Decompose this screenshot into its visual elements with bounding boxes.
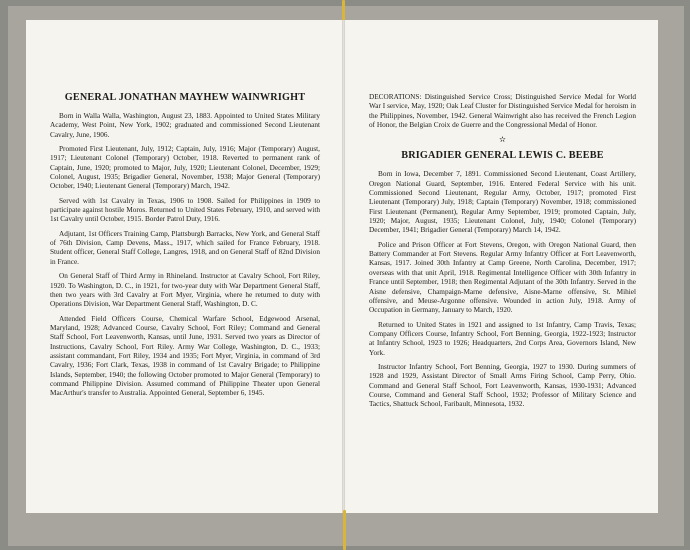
right-column [369,93,636,415]
wainwright-paragraph-5: On General Staff of Third Army in Rhineland. Instructor at Cavalry School, Fort Riley, 1920. To Washington, D. C., in 1921, for two-year duty with War Department General Staff, then two years with 3rd Cavalry at Fort Myer, Virginia, where he returned to duty with Operations Division, War Department General Staff, Washington, D. C. [50,272,320,309]
star-separator-icon: ✫ [499,135,506,145]
left-column [50,92,320,404]
bookmark-ribbon-bottom [343,510,346,550]
right-page [345,20,658,513]
wainwright-paragraph-6: Attended Field Officers Course, Chemical Warfare School, Edgewood Arsenal, Maryland, 1928; Advanced Course, Cavalry School, Fort Riley; Command and General Staff School, Fort Leavenworth, Kansas, until June, 1931. Served two years as Director of Instructions, Cavalry School, Fort Riley. Army War College, Washington, D. C., 1933; assistant commandant, Fort Riley, 1934 and 1935; Fort Myer, Virginia, in command of 3rd Cavalry, 1936; Fort Clark, Texas, 1938 in command of 1st Cavalry Brigade; to Philippine Islands, September, 1940; the following October promoted to Major General (Temporary) to command Philippine Division. Assumed command of Philippine Theater upon General MacArthur's transfer to Australia. Appointed General, September 6, 1945. [50,314,320,398]
beebe-paragraph-2: Police and Prison Officer at Fort Stevens, Oregon, with Oregon National Guard, then Battery Commander at Fort Stevens. Regular Army Infantry Officer at Fort Leavenworth, Kansas, 1917. Joined 30th Infantry at Camp Greene, North Carolina, December, 1917; overseas with that unit April, 1918. Regimental Intelligence Officer with 30th Infantry in France until September, 1918; then Regimental Adjutant of the 30th Infantry. Served in the Aisne defensive, Champaign-Marne defensive, Aisne-Marne offensive, St. Mihiel offensive, and Meuse-Argonne offensive. Wounded in action July, 1918. Army of Occupation in Germany, January to March, 1920. [369,240,636,315]
wainwright-heading: GENERAL JONATHAN MAYHEW WAINWRIGHT [64,92,306,103]
wainwright-paragraph-4: Adjutant, 1st Officers Training Camp, Plattsburgh Barracks, New York, and General Staff of 76th Division, Camp Devens, Mass., 1917, which sailed for France February, 1918. Student officer, General Staff College, Langres, 1918, and on General Staff of 82nd Division in France. [50,229,320,266]
left-page [26,20,342,513]
beebe-paragraph-3: Returned to United States in 1921 and assigned to 1st Infantry, Camp Travis, Texas; Company Officers Course, Infantry School, Fort Benning, Georgia, 1922-1923; Instructor at Infantry School, 1923 to 1926; Headquarters, 2nd Corps Area, Governors Island, New York. [369,320,636,357]
decorations-paragraph: DECORATIONS: Distinguished Service Cross; Distinguished Service Medal for World War I service, May, 1920; Oak Leaf Cluster for Distinguished Service Medal for heroism in the Philippines, November, 1942. General Wainwright also has received the French Legion of Honor, the Belgian Croix de Guerre and the Congressional Medal of Honor. [369,93,636,130]
beebe-paragraph-1: Born in Iowa, December 7, 1891. Commissioned Second Lieutenant, Coast Artillery, Oregon National Guard, September, 1916. Entered Federal Service with his unit. Commissioned Second Lieutenant, Regular Army, October, 1917; promoted First Lieutenant (Temporary) July, 1918; Captain (Temporary) November, 1918; commissioned First Lieutenant (Permanent), Regular Army September, 1919; promoted Captain, July, 1920; Major, August, 1935; Lieutenant Colonel, July, 1940; Colonel (Temporary) December, 1941; Brigadier General (Temporary) March 14, 1942. [369,170,636,235]
beebe-paragraph-4: Instructor Infantry School, Fort Benning, Georgia, 1927 to 1930. During summers of 1928 and 1929, Assistant Director of Small Arms Firing School, Camp Perry, Ohio. Command and General Staff School, Fort Leavenworth, Kansas, 1930-1931; Advanced Course, Command and General Staff School, 1932; Professor of Military Science and Tactics, Shattuck School, Faribault, Minnesota, 1932. [369,362,636,409]
wainwright-paragraph-2: Promoted First Lieutenant, July, 1912; Captain, July, 1916; Major (Temporary) August, 1917; Lieutenant Colonel (Temporary) October, 1918. Reverted to permanent rank of Captain, June, 1920; promoted to Major, July, 1920; Lieutenant Colonel, December, 1929; Colonel, August, 1935; Brigadier General, November, 1938; Major General (Temporary) October, 1940; Lieutenant General (Temporary) March, 1942. [50,145,320,191]
wainwright-paragraph-1: Born in Walla Walla, Washington, August 23, 1883. Appointed to United States Military Academy, West Point, New York, 1902; graduated and commissioned Second Lieutenant Cavalry, June, 1906. [50,112,320,139]
wainwright-paragraph-3: Served with 1st Cavalry in Texas, 1906 to 1908. Sailed for Philippines in 1909 to participate against hostile Moros. Returned to United States February, 1910, and served with 1st Cavalry until October, 1915. Border Patrol Duty, 1916. [50,196,320,224]
beebe-heading: BRIGADIER GENERAL LEWIS C. BEEBE [401,150,604,162]
